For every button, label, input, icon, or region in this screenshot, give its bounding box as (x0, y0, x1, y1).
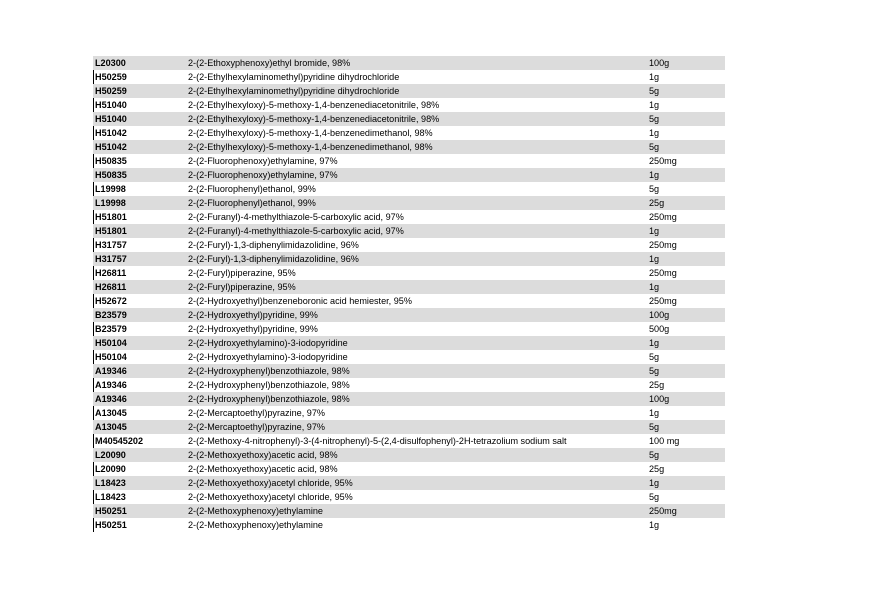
table-row (93, 336, 725, 350)
product-code: H51040 (95, 114, 127, 124)
product-code: A19346 (95, 366, 127, 376)
product-code: L19998 (95, 184, 126, 194)
product-table (93, 56, 725, 532)
table-row (93, 252, 725, 266)
product-quantity: 1g (649, 170, 660, 180)
product-code: H50835 (95, 170, 127, 180)
product-name: 2-(2-Methoxyethoxy)acetic acid, 98% (188, 450, 338, 460)
product-code: L18423 (95, 492, 126, 502)
product-quantity: 1g (649, 282, 660, 292)
product-quantity: 250mg (649, 212, 677, 222)
table-row (93, 490, 725, 504)
product-quantity: 5g (649, 184, 660, 194)
product-code: H50259 (95, 72, 127, 82)
table-row (93, 238, 725, 252)
product-name: 2-(2-Methoxyphenoxy)ethylamine (188, 506, 323, 516)
product-code: H50104 (95, 338, 127, 348)
product-name: 2-(2-Hydroxyethylamino)-3-iodopyridine (188, 352, 348, 362)
product-name: 2-(2-Furyl)-1,3-diphenylimidazolidine, 96% (188, 254, 359, 264)
product-code: A13045 (95, 422, 127, 432)
product-code: H50104 (95, 352, 127, 362)
table-row (93, 112, 725, 126)
product-name: 2-(2-Fluorophenyl)ethanol, 99% (188, 184, 316, 194)
product-name: 2-(2-Ethylhexylaminomethyl)pyridine dihydrochloride (188, 72, 400, 82)
table-row (93, 168, 725, 182)
product-quantity: 1g (649, 100, 660, 110)
table-row (93, 378, 725, 392)
product-quantity: 100 mg (649, 436, 680, 446)
product-quantity: 5g (649, 142, 660, 152)
product-quantity: 250mg (649, 240, 677, 250)
product-name: 2-(2-Mercaptoethyl)pyrazine, 97% (188, 408, 325, 418)
product-quantity: 1g (649, 128, 660, 138)
table-row (93, 518, 725, 532)
product-quantity: 100g (649, 58, 670, 68)
product-name: 2-(2-Fluorophenoxy)ethylamine, 97% (188, 156, 338, 166)
product-code: H51042 (95, 128, 127, 138)
product-name: 2-(2-Furanyl)-4-methylthiazole-5-carboxylic acid, 97% (188, 226, 404, 236)
product-code: H51040 (95, 100, 127, 110)
product-name: 2-(2-Fluorophenyl)ethanol, 99% (188, 198, 316, 208)
product-code: A19346 (95, 394, 127, 404)
product-code: H50259 (95, 86, 127, 96)
table-row (93, 140, 725, 154)
table-row (93, 322, 725, 336)
product-name: 2-(2-Hydroxyethyl)pyridine, 99% (188, 310, 318, 320)
product-name: 2-(2-Furanyl)-4-methylthiazole-5-carboxylic acid, 97% (188, 212, 404, 222)
product-quantity: 1g (649, 520, 660, 530)
product-code: A13045 (95, 408, 127, 418)
table-row (93, 476, 725, 490)
product-name: 2-(2-Hydroxyethyl)benzeneboronic acid hemiester, 95% (188, 296, 412, 306)
product-name: 2-(2-Methoxyethoxy)acetic acid, 98% (188, 464, 338, 474)
product-code: B23579 (95, 324, 127, 334)
table-row (93, 364, 725, 378)
table-row (93, 84, 725, 98)
product-quantity: 25g (649, 198, 665, 208)
product-name: 2-(2-Ethylhexyloxy)-5-methoxy-1,4-benzenedimethanol, 98% (188, 128, 433, 138)
product-name: 2-(2-Ethylhexyloxy)-5-methoxy-1,4-benzenediacetonitrile, 98% (188, 114, 440, 124)
product-quantity: 5g (649, 366, 660, 376)
product-name: 2-(2-Hydroxyphenyl)benzothiazole, 98% (188, 380, 350, 390)
product-quantity: 250mg (649, 506, 677, 516)
product-quantity: 1g (649, 408, 660, 418)
table-row (93, 266, 725, 280)
table-row (93, 70, 725, 84)
product-name: 2-(2-Mercaptoethyl)pyrazine, 97% (188, 422, 325, 432)
product-name: 2-(2-Methoxyethoxy)acetyl chloride, 95% (188, 478, 353, 488)
product-quantity: 250mg (649, 156, 677, 166)
table-row (93, 56, 725, 70)
product-quantity: 1g (649, 254, 660, 264)
product-code: L20300 (95, 58, 126, 68)
product-code: H50835 (95, 156, 127, 166)
product-name: 2-(2-Ethylhexyloxy)-5-methoxy-1,4-benzenedimethanol, 98% (188, 142, 433, 152)
product-quantity: 5g (649, 492, 660, 502)
product-name: 2-(2-Hydroxyphenyl)benzothiazole, 98% (188, 394, 350, 404)
table-row (93, 98, 725, 112)
product-quantity: 5g (649, 422, 660, 432)
table-row (93, 420, 725, 434)
table-row (93, 392, 725, 406)
product-name: 2-(2-Methoxyphenoxy)ethylamine (188, 520, 323, 530)
table-row (93, 504, 725, 518)
product-name: 2-(2-Furyl)-1,3-diphenylimidazolidine, 96% (188, 240, 359, 250)
product-code: H52672 (95, 296, 127, 306)
product-quantity: 5g (649, 114, 660, 124)
product-code: H26811 (95, 282, 127, 292)
table-row (93, 280, 725, 294)
product-quantity: 25g (649, 464, 665, 474)
table-row (93, 196, 725, 210)
product-quantity: 1g (649, 478, 660, 488)
product-quantity: 250mg (649, 296, 677, 306)
table-row (93, 308, 725, 322)
product-name: 2-(2-Ethoxyphenoxy)ethyl bromide, 98% (188, 58, 351, 68)
product-code: L20090 (95, 464, 126, 474)
product-code: H31757 (95, 254, 127, 264)
product-name: 2-(2-Hydroxyphenyl)benzothiazole, 98% (188, 366, 350, 376)
product-name: 2-(2-Ethylhexyloxy)-5-methoxy-1,4-benzenediacetonitrile, 98% (188, 100, 440, 110)
product-quantity: 5g (649, 352, 660, 362)
product-quantity: 250mg (649, 268, 677, 278)
product-name: 2-(2-Methoxyethoxy)acetyl chloride, 95% (188, 492, 353, 502)
product-quantity: 25g (649, 380, 665, 390)
product-name: 2-(2-Furyl)piperazine, 95% (188, 268, 296, 278)
table-row (93, 350, 725, 364)
product-quantity: 1g (649, 72, 660, 82)
product-quantity: 1g (649, 226, 660, 236)
table-row (93, 182, 725, 196)
product-name: 2-(2-Hydroxyethylamino)-3-iodopyridine (188, 338, 348, 348)
product-code: H51042 (95, 142, 127, 152)
product-quantity: 5g (649, 450, 660, 460)
product-code: H51801 (95, 212, 127, 222)
product-code: H26811 (95, 268, 127, 278)
table-row (93, 448, 725, 462)
table-row (93, 210, 725, 224)
product-code: L19998 (95, 198, 126, 208)
product-quantity: 100g (649, 394, 670, 404)
table-row (93, 434, 725, 448)
product-code: H31757 (95, 240, 127, 250)
product-code: H50251 (95, 520, 127, 530)
product-name: 2-(2-Hydroxyethyl)pyridine, 99% (188, 324, 318, 334)
product-code: M40545202 (95, 436, 144, 446)
product-quantity: 500g (649, 324, 670, 334)
table-row (93, 126, 725, 140)
product-name: 2-(2-Ethylhexylaminomethyl)pyridine dihydrochloride (188, 86, 400, 96)
product-quantity: 5g (649, 86, 660, 96)
product-quantity: 1g (649, 338, 660, 348)
product-code: H51801 (95, 226, 127, 236)
product-name: 2-(2-Methoxy-4-nitrophenyl)-3-(4-nitrophenyl)-5-(2,4-disulfophenyl)-2H-tetrazolium sodium salt (188, 436, 567, 446)
table-row (93, 462, 725, 476)
product-code: L18423 (95, 478, 126, 488)
product-code: H50251 (95, 506, 127, 516)
product-code: B23579 (95, 310, 127, 320)
table-row (93, 406, 725, 420)
product-quantity: 100g (649, 310, 670, 320)
product-code: L20090 (95, 450, 126, 460)
table-row (93, 294, 725, 308)
table-row (93, 154, 725, 168)
product-name: 2-(2-Fluorophenoxy)ethylamine, 97% (188, 170, 338, 180)
product-name: 2-(2-Furyl)piperazine, 95% (188, 282, 296, 292)
table-row (93, 224, 725, 238)
product-code: A19346 (95, 380, 127, 390)
